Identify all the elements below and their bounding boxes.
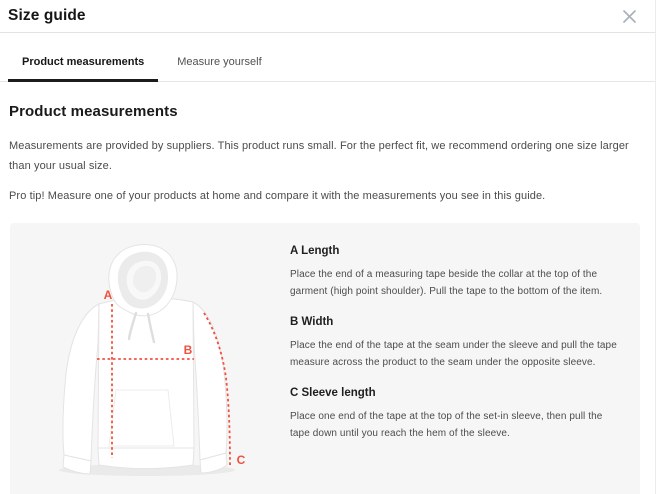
measurement-item (290, 386, 624, 442)
hoodie-illustration (57, 236, 257, 482)
section-heading: Product measurements (9, 103, 178, 120)
close-icon (622, 9, 637, 24)
hoodie-hem (98, 448, 194, 469)
intro-text: Measurements are provided by suppliers. This product runs small. For the perfect fit, we recommend ordering one size larger than your usual size. (9, 140, 629, 172)
tabs-row (0, 33, 656, 82)
measurement-guide-panel (10, 223, 640, 494)
measurement-description: Place one end of the tape at the top of the set-in sleeve, then pull the tape down until you reach the hem of the sleeve. (290, 411, 603, 439)
measurement-description: Place the end of the tape at the seam under the sleeve and pull the tape measure across the product to the seam under the opposite sleeve. (290, 340, 617, 368)
hoodie-illustration-area (10, 223, 272, 494)
measurement-label: C Sleeve length (290, 387, 376, 399)
hoodie-right-sleeve (193, 302, 227, 460)
marker-c-label: C (236, 453, 246, 467)
close-button[interactable] (621, 8, 637, 24)
hoodie-left-sleeve (63, 304, 99, 461)
marker-b-label: B (183, 343, 193, 357)
measurement-item (290, 244, 624, 300)
modal-body (0, 103, 656, 494)
measurement-label: B Width (290, 316, 334, 328)
modal-title: Size guide (8, 7, 86, 24)
measurement-definitions (272, 223, 640, 494)
modal-header (0, 0, 656, 33)
tab-measure-yourself[interactable]: Measure yourself (177, 56, 262, 68)
measurement-label: A Length (290, 245, 340, 257)
hoodie-pocket (109, 390, 174, 446)
measurement-description: Place the end of a measuring tape beside the collar at the top of the garment (high point shoulder). Pull the tape to the bottom of the item. (290, 269, 603, 297)
pro-tip-text: Pro tip! Measure one of your products at home and compare it with the measurements you see in this guide. (9, 190, 546, 202)
measurement-item (290, 315, 624, 371)
tab-product-measurements[interactable]: Product measurements (8, 56, 158, 81)
marker-a-label: A (103, 288, 113, 302)
